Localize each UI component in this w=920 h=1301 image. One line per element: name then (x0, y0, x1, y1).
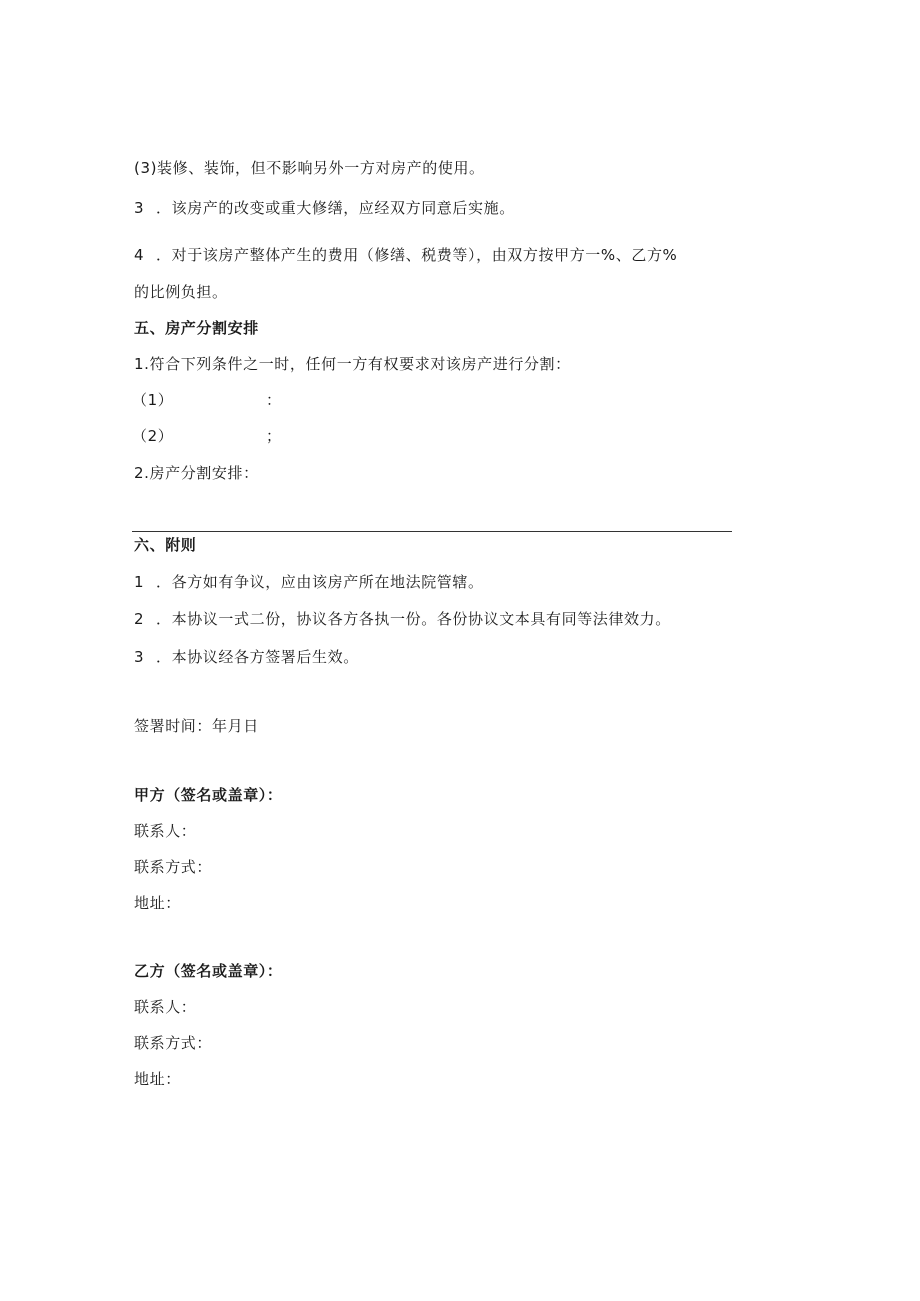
section-6-item-number: 1 (134, 573, 145, 591)
section-6-item-text: ．本协议一式二份，协议各方各执一份。各份协议文本具有同等法律效力。 (156, 610, 671, 628)
item-3-number: 3 (134, 199, 145, 217)
blank-fill-line (132, 531, 732, 532)
section-6-item (134, 609, 671, 629)
item-4-number: 4 (134, 246, 145, 264)
party-b-address: 地址： (134, 1070, 181, 1088)
section-5-heading: 五、房产分割安排 (134, 319, 259, 337)
condition-2-end: ； (266, 427, 282, 445)
section-6-item (134, 572, 484, 592)
party-a-contact: 联系人： (134, 822, 197, 840)
section-6-item-text: ．各方如有争议，应由该房产所在地法院管辖。 (156, 573, 484, 591)
party-a-phone: 联系方式： (134, 858, 213, 876)
party-b-phone: 联系方式： (134, 1034, 213, 1052)
item-3-text: ．该房产的改变或重大修缮，应经双方同意后实施。 (156, 199, 515, 217)
condition-2-label: （2） (132, 427, 174, 445)
section-6-item (134, 647, 359, 667)
signing-time: 签署时间：年月日 (134, 717, 259, 735)
party-b-title: 乙方（签名或盖章）： (134, 962, 283, 980)
item-4-continuation: 的比例负担。 (134, 283, 228, 301)
party-a-address: 地址： (134, 894, 181, 912)
section-6-item-text: ．本协议经各方签署后生效。 (156, 648, 359, 666)
condition-1-label: （1） (132, 391, 174, 409)
section-6-heading: 六、附则 (134, 536, 197, 554)
item-4 (134, 245, 677, 265)
item-3 (134, 198, 515, 218)
item-4-text: ．对于该房产整体产生的费用（修缮、税费等），由双方按甲方一%、乙方% (156, 246, 678, 264)
condition-1-end: ： (266, 391, 282, 409)
section-6-item-number: 2 (134, 610, 145, 628)
party-a-title: 甲方（签名或盖章）： (134, 786, 283, 804)
section-6-item-number: 3 (134, 648, 145, 666)
party-b-contact: 联系人： (134, 998, 197, 1016)
item3-sub3: (3)装修、装饰，但不影响另外一方对房产的使用。 (134, 159, 485, 177)
section-5-item-1: 1.符合下列条件之一时，任何一方有权要求对该房产进行分割： (134, 355, 571, 373)
section-5-item-2: 2.房产分割安排： (134, 464, 259, 482)
